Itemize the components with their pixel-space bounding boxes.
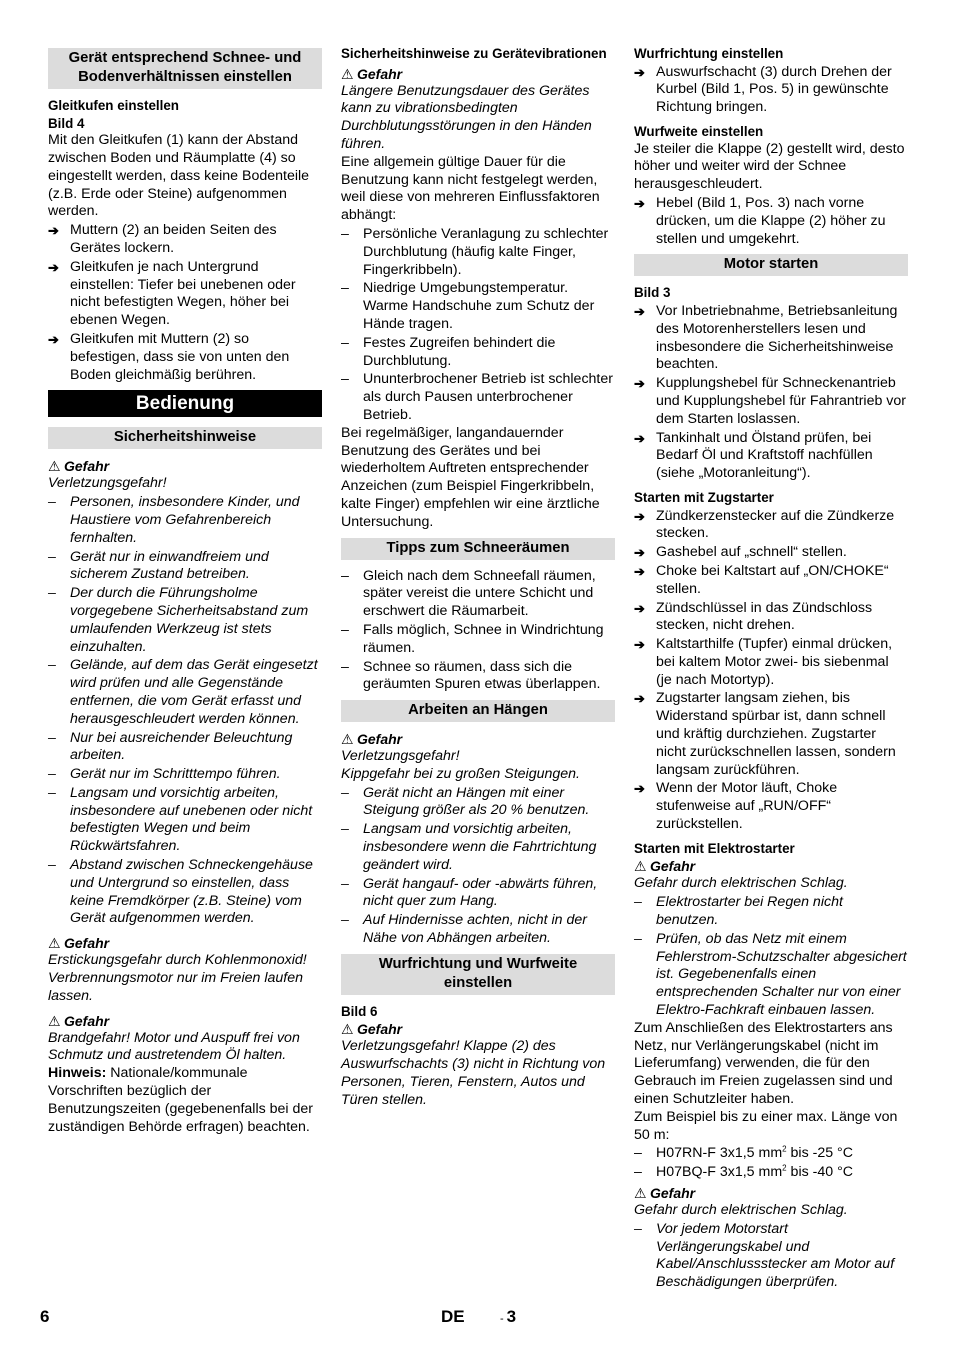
- warning-heading: ⚠ Gefahr: [341, 65, 403, 82]
- dash-list-item: – Langsam und vorsichtig arbeiten, insbesondere auf unebenen oder nicht befestigten Wegen und beim Rückwärtsfahren.: [48, 784, 313, 855]
- arrow-icon: ➔: [48, 331, 59, 347]
- arrow-list-item: ➔ Zündschlüssel in das Zündschloss stecken, nicht drehen.: [634, 599, 873, 634]
- paragraph-beispiel: Zum Beispiel bis zu einer max. Länge von 50 m:: [634, 1108, 898, 1143]
- arrow-icon: ➔: [634, 303, 645, 319]
- dash-list-item: – Prüfen, ob das Netz mit einem Fehlerstrom-Schutzschalter abgesichert ist. Gegebenenfalls einen entsprechenden Schalter nur von einer Elektro-Fachkraft einbauen lassen.: [634, 930, 907, 1019]
- arrow-list-item: ➔ Tankinhalt und Ölstand prüfen, bei Bedarf Öl und Kraftstoff nachfüllen (siehe „Motoranleitung“).: [634, 429, 873, 482]
- dash-list-item: – Auf Hindernisse achten, nicht in der Nähe von Abhängen arbeiten.: [341, 912, 587, 947]
- paragraph-wurfweite: Je steiler die Klappe (2) gestellt wird, desto höher und weiter wird der Schnee herausgeschleudert.: [634, 140, 905, 193]
- arrow-icon: ➔: [634, 64, 645, 80]
- arrow-list-item: ➔ Muttern (2) an beiden Seiten des Gerätes lockern.: [48, 222, 277, 256]
- arrow-list-item: ➔ Gashebel auf „schnell“ stellen.: [634, 544, 847, 561]
- warning-heading: ⚠ Gefahr: [634, 1185, 696, 1201]
- arrow-list-item: ➔ Kaltstarthilfe (Tupfer) einmal drücken, bei kaltem Motor zwei- bis siebenmal (je nach Motortyp).: [634, 636, 893, 688]
- paragraph-regular-use: Bei regelmäßiger, langandauernder Benutzung des Gerätes und bei wiederholtem Auftreten entsprechender Anzeichen (zum Beispiel Fingerkribbeln, kalte Finger) empfehlen wir eine ärztliche Untersuchung.: [341, 424, 600, 530]
- dash-list-item: – Gerät hangauf- oder -abwärts führen, nicht quer zum Hang.: [341, 875, 598, 910]
- dash-list-safety: [48, 494, 322, 928]
- warning-text: Verletzungsgefahr!: [48, 475, 167, 492]
- dash-list-kabel: [634, 1145, 908, 1182]
- warning-heading: ⚠ Gefahr: [48, 935, 110, 952]
- warning-heading: ⚠ Gefahr: [634, 858, 696, 875]
- dash-list-item: – Elektrostarter bei Regen nicht benutzen.: [634, 894, 843, 929]
- arrow-list-item: ➔ Gleitkufen je nach Untergrund einstellen: Tiefer bei unebenen oder nicht befestigten Wegen, höher bei ebenen Wegen.: [48, 258, 296, 329]
- dash-list-item: – H07RN-F 3x1,5 $mm^2$ bis -25 °C: [634, 1144, 853, 1162]
- dash-list-item: – Personen, insbesondere Kinder, und Haustiere vom Gefahrenbereich fernhalten.: [48, 494, 300, 546]
- arrow-icon: ➔: [634, 781, 645, 797]
- warning-text: Gefahr durch elektrischen Schlag.: [634, 875, 848, 892]
- dash-list-item: – Nur bei ausreichender Beleuchtung arbeiten.: [48, 729, 293, 764]
- dash-list-vibration: [341, 226, 615, 425]
- dash-list-haenge: [341, 785, 615, 948]
- arrow-list-item: ➔ Hebel (Bild 1, Pos. 3) nach vorne drücken, um die Klappe (2) höher zu stellen und umgekehrt.: [634, 194, 886, 247]
- subheading-wurfrichtung: Wurfrichtung einstellen: [634, 46, 784, 61]
- dash-list-item: – Gerät nur im Schritttempo führen.: [48, 766, 281, 783]
- warning-heading: ⚠ Gefahr: [341, 731, 403, 748]
- paragraph-anschluss: Zum Anschließen des Elektrostarters ans Netz, nur Verlängerungskabel (nicht im Lieferumfang) verwenden, die für den Gebrauch im Freien zugelassen sind und einen Schutzleiter haben.: [634, 1019, 893, 1108]
- arrow-icon: ➔: [634, 195, 645, 211]
- dash-list-item: – Persönliche Veranlagung zu schlechter Durchblutung (häufig kalte Finger, Fingerkribbeln).: [341, 225, 609, 278]
- dash-list-item: – Niedrige Umgebungstemperatur. Warme Handschuhe zum Schutz der Hände tragen.: [341, 280, 595, 332]
- arrow-icon: ➔: [634, 691, 645, 707]
- dash-list-item: – Langsam und vorsichtig arbeiten, insbesondere wenn die Fahrtrichtung geändert wird.: [341, 821, 597, 873]
- arrow-icon: ➔: [634, 545, 645, 561]
- warning-icon: ⚠: [48, 935, 61, 952]
- arrow-icon: ➔: [634, 600, 645, 616]
- arrow-list-item: ➔ Zündkerzenstecker auf die Zündkerze stecken.: [634, 507, 895, 542]
- arrow-icon: ➔: [48, 259, 59, 275]
- arrow-icon: ➔: [634, 376, 645, 392]
- arrow-list-item: ➔ Gleitkufen mit Muttern (2) so befestigen, dass sie von unten den Boden gleichmäßig berühren.: [48, 330, 290, 383]
- section-heading-wurf: Wurfrichtung und Wurfweite einstellen: [341, 954, 615, 995]
- warning-text: Kippgefahr bei zu großen Steigungen.: [341, 765, 580, 782]
- arrow-list-item: ➔ Wenn der Motor läuft, Choke stufenweise auf „RUN/OFF“ zurückstellen.: [634, 780, 838, 833]
- language-code: DE: [441, 1307, 465, 1326]
- warning-text: Gefahr durch elektrischen Schlag.: [634, 1202, 848, 1218]
- section-heading-adjust: Gerät entsprechend Schnee- und Bodenverhältnissen einstellen: [48, 48, 322, 89]
- hint-label: Hinweis:: [48, 1065, 107, 1082]
- warning-text: Brandgefahr! Motor und Auspuff frei von Schmutz und austretendem Öl halten.: [48, 1029, 300, 1064]
- sub-page-number: - 3: [500, 1307, 517, 1326]
- subheading-vibration: Sicherheitshinweise zu Gerätevibrationen: [341, 46, 607, 61]
- arrow-icon: ➔: [634, 637, 645, 653]
- warning-text: Erstickungsgefahr durch Kohlenmonoxid! Verbrennungsmotor nur im Freien laufen lassen.: [48, 952, 307, 1004]
- arrow-list-gleitkufen: [48, 222, 322, 384]
- warning-icon: ⚠: [341, 65, 354, 82]
- subheading-elektrostarter: Starten mit Elektrostarter: [634, 840, 795, 856]
- dash-list-item: – Festes Zugreifen behindert die Durchblutung.: [341, 334, 556, 369]
- warning-icon: ⚠: [634, 858, 647, 875]
- arrow-list-item: ➔ Choke bei Kaltstart auf „ON/CHOKE“ stellen.: [634, 562, 889, 597]
- hint-paragraph: Hinweis: Nationale/kommunale Vorschriften bezüglich der Benutzungszeiten (gegebenenfalls bei der zuständigen Behörde erfragen) beachten.: [48, 1065, 314, 1135]
- arrow-list-item: ➔ Kupplungshebel für Schneckenantrieb und Kupplungshebel für Fahrantrieb vor dem Starten loslassen.: [634, 375, 907, 427]
- dash-list-item: – Gerät nur in einwandfreiem und sicherem Zustand betreiben.: [48, 548, 269, 583]
- column-2: [341, 45, 615, 1110]
- arrow-icon: ➔: [634, 430, 645, 446]
- page-number: 6: [40, 1307, 50, 1326]
- dash-list-elektro: [634, 894, 908, 1020]
- section-heading-motor: Motor starten: [634, 254, 908, 276]
- paragraph-vibration: Eine allgemein gültige Dauer für die Benutzung kann nicht festgelegt werden, weil diese von mehreren Einflussfaktoren abhängt:: [341, 153, 600, 224]
- arrow-icon: ➔: [48, 223, 59, 239]
- column-3: [634, 45, 908, 1292]
- dash-list-item: – Schnee so räumen, dass sich die geräumten Spuren etwas überlappen.: [341, 658, 601, 693]
- warning-icon: ⚠: [48, 458, 61, 475]
- arrow-list-item: ➔ Zugstarter langsam ziehen, bis Widerstand spürbar ist, dann schnell und kräftig durchziehen. Zugstarter nicht zurückschnellen lassen, sondern langsam zurückführen.: [634, 690, 896, 778]
- dash-list-tipps: [341, 568, 615, 695]
- arrow-icon: ➔: [634, 563, 645, 579]
- warning-icon: ⚠: [48, 1012, 61, 1029]
- warning-text: Verletzungsgefahr!: [341, 748, 460, 765]
- section-heading-haenge: Arbeiten an Hängen: [341, 700, 615, 722]
- arrow-list-item: ➔ Auswurfschacht (3) durch Drehen der Kurbel (Bild 1, Pos. 5) in gewünschte Richtung bringen.: [634, 63, 892, 116]
- arrow-list-motor: [634, 303, 908, 483]
- dash-list-item: – Abstand zwischen Schneckengehäuse und Untergrund so einstellen, dass keine Fremdkörper (z.B. Steine) vom Gerät aufgenommen werden.: [48, 857, 313, 927]
- arrow-icon: ➔: [634, 508, 645, 524]
- chapter-heading: Bedienung: [48, 390, 322, 417]
- dash-list-item: – Gleich nach dem Schneefall räumen, später vereist die untere Schicht und erschwert die Räumarbeit.: [341, 567, 596, 620]
- subheading-gleitkufen: Gleitkufen einstellen: [48, 98, 179, 113]
- paragraph-gleitkufen: Mit den Gleitkufen (1) kann der Abstand zwischen Boden und Räumplatte (4) so eingestellt werden, dass keine Bodenteile (z.B. Erde oder Steine) aufgenommen werden.: [48, 132, 310, 220]
- subheading-zugstarter: Starten mit Zugstarter: [634, 489, 774, 505]
- warning-heading: ⚠ Gefahr: [48, 1012, 110, 1029]
- dash-list-item: – Gerät nicht an Hängen mit einer Steigung größer als 20 % benutzen.: [341, 784, 590, 819]
- column-1: [48, 45, 322, 1136]
- dash-list-item: – Der durch die Führungsholme vorgegebene Sicherheitsabstand zum umlaufenden Werkzeug ist stets einzuhalten.: [48, 585, 309, 655]
- section-heading-safety: Sicherheitshinweise: [48, 427, 322, 449]
- warning-icon: ⚠: [341, 1021, 354, 1038]
- dash-list-item: – Gelände, auf dem das Gerät eingesetzt wird prüfen und alle Gegenstände entfernen, die vom Gerät erfasst und herausgeschleudert werden können.: [48, 657, 318, 727]
- warning-heading: ⚠ Gefahr: [341, 1021, 403, 1038]
- arrow-list-zugstarter: [634, 508, 908, 834]
- warning-icon: ⚠: [341, 731, 354, 748]
- dash-list-item: – Vor jedem Motorstart Verlängerungskabel und Kabel/Anschlussstecker am Motor auf Beschädigungen überprüfen.: [634, 1220, 895, 1291]
- warning-icon: ⚠: [634, 1185, 647, 1201]
- warning-text: Längere Benutzungsdauer des Gerätes kann zu vibrationsbedingten Durchblutungsstörungen in den Händen führen.: [341, 82, 592, 152]
- subheading-wurfweite: Wurfweite einstellen: [634, 123, 764, 139]
- dash-list-item: – Falls möglich, Schnee in Windrichtung räumen.: [341, 621, 604, 656]
- warning-text: Verletzungsgefahr! Klappe (2) des Auswurfschachts (3) nicht in Richtung von Personen, Tieren, Fenstern, Autos und Türen stellen.: [341, 1038, 606, 1108]
- dash-list-item: – H07BQ-F 3x1,5 $mm^2$ bis -40 °C: [634, 1163, 853, 1181]
- arrow-list-item: ➔ Vor Inbetriebnahme, Betriebsanleitung des Motorenherstellers lesen und insbesondere die Sicherheitshinweise beachten.: [634, 302, 898, 373]
- figure-ref-bild4: Bild 4: [48, 115, 85, 131]
- figure-ref-bild3: Bild 3: [634, 285, 671, 301]
- dash-list-item: – Ununterbrochener Betrieb ist schlechter als durch Pausen unterbrochener Betrieb.: [341, 371, 613, 423]
- dash-list-kabelcheck: [634, 1221, 908, 1292]
- figure-ref-bild6: Bild 6: [341, 1003, 378, 1019]
- section-heading-tipps: Tipps zum Schneeräumen: [341, 538, 615, 560]
- warning-heading: ⚠ Gefahr: [48, 458, 110, 475]
